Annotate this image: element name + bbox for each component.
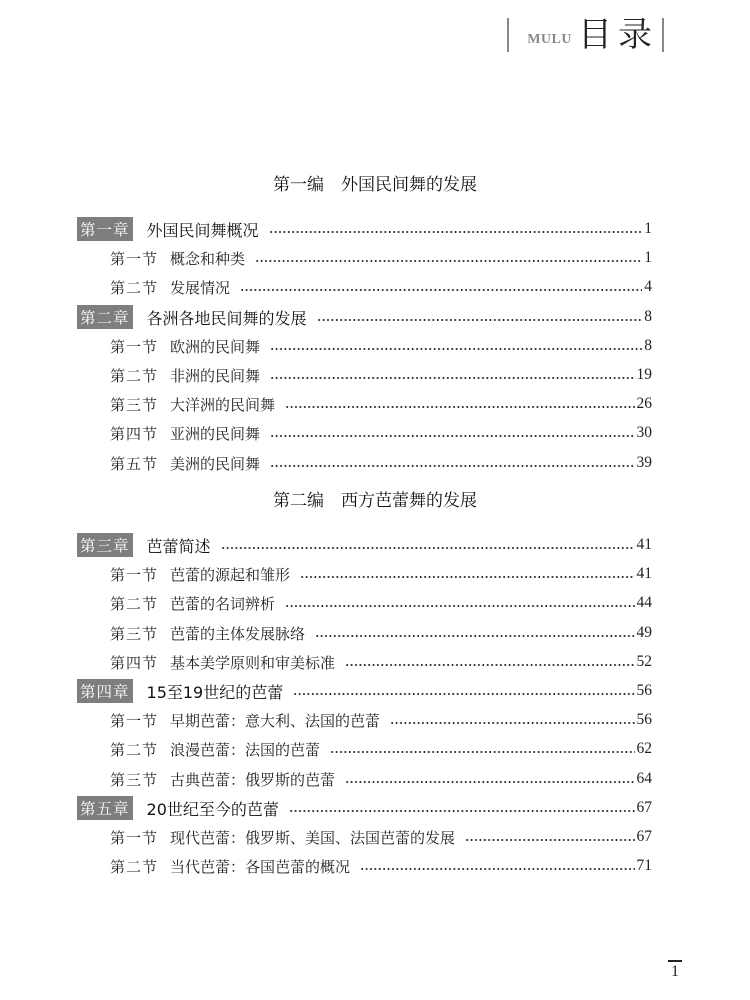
section-label: 第二节: [110, 857, 159, 876]
section-entry[interactable]: [110, 824, 652, 850]
footer-rule: [668, 960, 682, 962]
chapter-entry[interactable]: [77, 678, 652, 704]
section-title: 浪漫芭蕾：法国的芭蕾: [170, 740, 321, 759]
page-number: 56: [636, 711, 652, 728]
section-entry[interactable]: [110, 274, 652, 300]
page-number: 71: [636, 857, 652, 874]
dot-leader: [345, 780, 634, 784]
dot-leader: [255, 259, 642, 263]
section-label: 第二节: [110, 740, 159, 759]
section-title: 古典芭蕾：俄罗斯的芭蕾: [170, 770, 336, 789]
chapter-label: 第二章: [77, 305, 133, 329]
section-title: 非洲的民间舞: [170, 366, 261, 385]
dot-leader: [289, 809, 635, 813]
section-title: 发展情况: [170, 278, 231, 297]
chapter-title: 芭蕾简述: [146, 536, 211, 556]
chapter-title: 15至19世纪的芭蕾: [146, 682, 284, 702]
dot-leader: [285, 405, 634, 409]
chapter-label: 第四章: [77, 679, 133, 703]
page-header: [507, 14, 664, 54]
dot-leader: [317, 318, 643, 322]
section-label: 第一节: [110, 711, 159, 730]
section-title: 美洲的民间舞: [170, 454, 261, 473]
section-label: 第一节: [110, 828, 159, 847]
header-right-bar: [662, 18, 664, 52]
section-title: 当代芭蕾：各国芭蕾的概况: [170, 857, 351, 876]
section-label: 第五节: [110, 454, 159, 473]
page-number: 62: [636, 740, 652, 757]
page-number: 64: [636, 770, 652, 787]
chapter-entry[interactable]: [77, 304, 652, 330]
chapter-title: 各洲各地民间舞的发展: [146, 308, 307, 328]
header-pinyin: MULU: [527, 32, 572, 47]
section-label: 第二节: [110, 594, 159, 613]
header-left-bar: [507, 18, 509, 52]
dot-leader: [221, 546, 635, 550]
dot-leader: [270, 464, 634, 468]
section-label: 第三节: [110, 395, 159, 414]
dot-leader: [293, 692, 634, 696]
dot-leader: [269, 230, 643, 234]
page-number: 19: [636, 366, 652, 383]
page-number: 49: [636, 624, 652, 641]
section-title: 大洋洲的民间舞: [170, 395, 276, 414]
dot-leader: [330, 750, 634, 754]
section-entry[interactable]: [110, 245, 652, 271]
section-entry[interactable]: [110, 590, 652, 616]
page-number: 26: [636, 395, 652, 412]
dot-leader: [270, 347, 642, 351]
chapter-title: 20世纪至今的芭蕾: [146, 799, 279, 819]
chapter-entry[interactable]: [77, 532, 652, 558]
section-label: 第四节: [110, 424, 159, 443]
section-entry[interactable]: [110, 333, 652, 359]
section-title: 芭蕾的主体发展脉络: [170, 624, 306, 643]
section-title: 芭蕾的名词辨析: [170, 594, 276, 613]
section-entry[interactable]: [110, 853, 652, 879]
page-number: 56: [636, 682, 652, 699]
dot-leader: [360, 867, 634, 871]
section-title: 概念和种类: [170, 249, 246, 268]
section-title: 芭蕾的源起和雏形: [170, 565, 291, 584]
page-number: 67: [636, 799, 652, 816]
dot-leader: [300, 575, 634, 579]
footer-page-number: 1: [671, 963, 679, 980]
section-entry[interactable]: [110, 620, 652, 646]
section-title: 亚洲的民间舞: [170, 424, 261, 443]
dot-leader: [270, 376, 634, 380]
section-title: 欧洲的民间舞: [170, 337, 261, 356]
dot-leader: [285, 604, 634, 608]
page-number: 8: [644, 308, 652, 325]
section-entry[interactable]: [110, 707, 652, 733]
dot-leader: [315, 634, 634, 638]
dot-leader: [390, 721, 634, 725]
section-label: 第三节: [110, 770, 159, 789]
chapter-label: 第一章: [77, 217, 133, 241]
section-label: 第三节: [110, 624, 159, 643]
chapter-entry[interactable]: [77, 216, 652, 242]
section-title: 早期芭蕾：意大利、法国的芭蕾: [170, 711, 381, 730]
section-entry[interactable]: [110, 766, 652, 792]
page-number: 41: [636, 536, 652, 553]
chapter-label: 第三章: [77, 533, 133, 557]
section-label: 第一节: [110, 565, 159, 584]
page-number: 67: [636, 828, 652, 845]
page-number: 1: [644, 249, 652, 266]
dot-leader: [345, 663, 634, 667]
page-number: 41: [636, 565, 652, 582]
section-entry[interactable]: [110, 736, 652, 762]
section-entry[interactable]: [110, 649, 652, 675]
section-entry[interactable]: [110, 561, 652, 587]
page-number: 39: [636, 454, 652, 471]
chapter-title: 外国民间舞概况: [146, 220, 259, 240]
section-entry[interactable]: [110, 450, 652, 476]
part-title: 第二编 西方芭蕾舞的发展: [273, 491, 477, 511]
page-number: 52: [636, 653, 652, 670]
section-label: 第二节: [110, 366, 159, 385]
dot-leader: [240, 288, 642, 292]
section-label: 第一节: [110, 249, 159, 268]
chapter-entry[interactable]: [77, 795, 652, 821]
chapter-label: 第五章: [77, 796, 133, 820]
section-entry[interactable]: [110, 391, 652, 417]
section-label: 第二节: [110, 278, 159, 297]
section-entry[interactable]: [110, 362, 652, 388]
part-title: 第一编 外国民间舞的发展: [273, 175, 477, 195]
dot-leader: [270, 434, 634, 438]
section-title: 基本美学原则和审美标准: [170, 653, 336, 672]
page-number: 4: [644, 278, 652, 295]
page-number: 1: [644, 220, 652, 237]
section-title: 现代芭蕾：俄罗斯、美国、法国芭蕾的发展: [170, 828, 456, 847]
page-title: 目录: [578, 15, 658, 55]
page-number: 30: [636, 424, 652, 441]
section-entry[interactable]: [110, 420, 652, 446]
dot-leader: [465, 838, 634, 842]
page-number: 44: [636, 594, 652, 611]
section-label: 第四节: [110, 653, 159, 672]
section-label: 第一节: [110, 337, 159, 356]
page-number: 8: [644, 337, 652, 354]
